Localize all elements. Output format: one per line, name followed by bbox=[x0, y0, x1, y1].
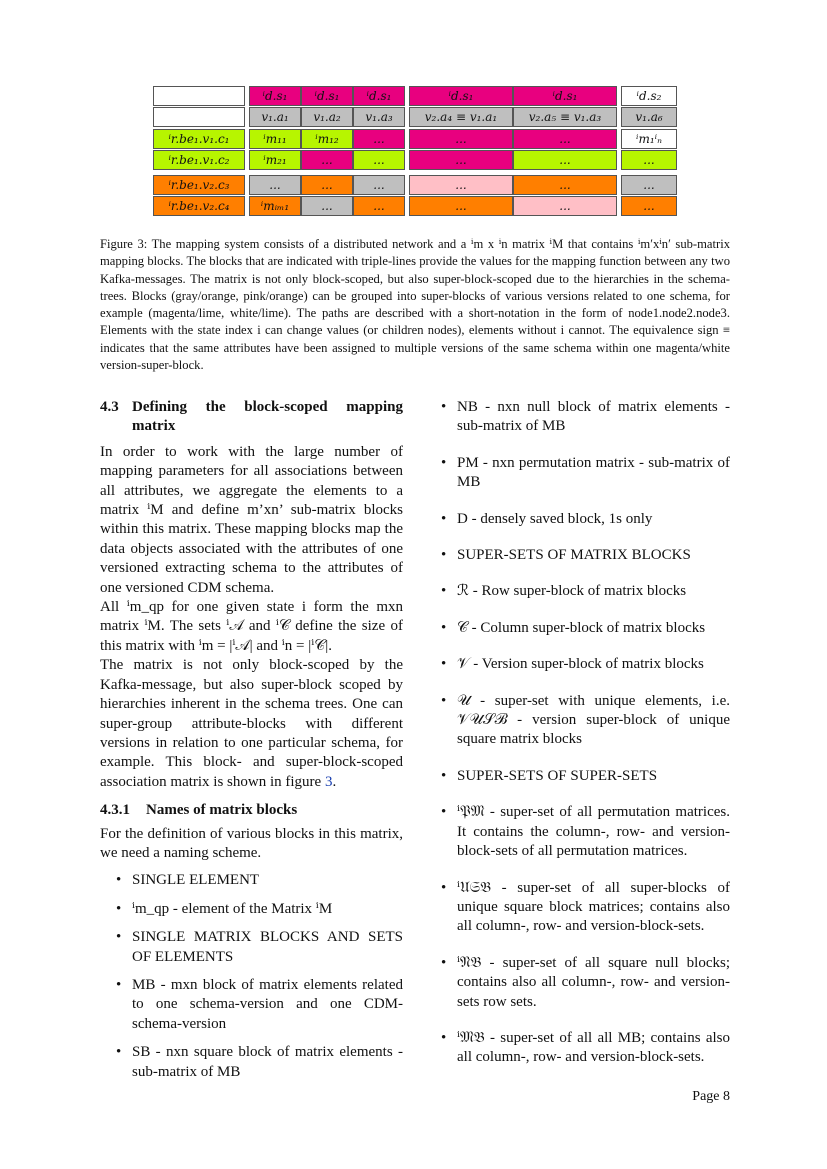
matrix-cell: ... bbox=[513, 150, 617, 170]
matrix-cell: ⁱm₂₁ bbox=[249, 150, 301, 170]
paragraph: In order to work with the large number of mapping parameters for all associations between all attributes, we aggregate the elements to a matrix ⁱM and define m’xn’ sub-matrix blocks within this matrix. These mapping blocks map the data objects associated with the attributes of one versioned extracting schema to the attributes of one versioned CDM schema. bbox=[100, 443, 403, 596]
matrix-corner-cell bbox=[153, 107, 245, 127]
page-number: Page 8 bbox=[692, 1089, 730, 1104]
matrix-row-label: ⁱr.be₁.v₁.c₁ bbox=[153, 129, 245, 149]
list-item: • SINGLE ELEMENT bbox=[116, 871, 403, 890]
matrix-corner-cell bbox=[153, 86, 245, 106]
matrix-cell: ... bbox=[353, 150, 405, 170]
matrix-attribute-cell: v₁.a₁ bbox=[249, 107, 301, 127]
matrix-row-label: ⁱr.be₁.v₁.c₂ bbox=[153, 150, 245, 170]
list-item: • SUPER-SETS OF SUPER-SETS bbox=[441, 767, 730, 786]
list-item: • ⁱ𝔑𝔅 - super-set of all square null blocks; contains also all column-, row- and version-sets row sets. bbox=[441, 954, 730, 1012]
matrix-header-cell: ⁱd.s₁ bbox=[249, 86, 301, 106]
matrix-attribute-cell: v₁.a₂ bbox=[301, 107, 353, 127]
matrix-header-cell: ⁱd.s₁ bbox=[409, 86, 513, 106]
matrix-attribute-cell: v₁.a₃ bbox=[353, 107, 405, 127]
right-column bbox=[441, 398, 730, 1068]
matrix-cell: ... bbox=[409, 129, 513, 149]
matrix-cell: ... bbox=[621, 175, 677, 195]
list-item: • SINGLE MATRIX BLOCKS AND SETS OF ELEMENTS bbox=[116, 928, 403, 967]
left-column bbox=[100, 398, 403, 1082]
subsection-heading bbox=[100, 801, 403, 820]
matrix-cell: ... bbox=[409, 175, 513, 195]
matrix-cell: ... bbox=[353, 129, 405, 149]
subsection-number: 4.3.1 bbox=[100, 802, 130, 819]
matrix-cell: ... bbox=[621, 150, 677, 170]
matrix-cell: ⁱm₁₂ bbox=[301, 129, 353, 149]
matrix-header-cell: ⁱd.s₁ bbox=[353, 86, 405, 106]
list-item: • MB - mxn block of matrix elements related to one schema-version and one CDM-schema-version bbox=[116, 976, 403, 1034]
matrix-row-label: ⁱr.be₁.v₂.c₃ bbox=[153, 175, 245, 195]
matrix-cell: ... bbox=[249, 175, 301, 195]
matrix-cell: ⁱmᵢₘ₁ bbox=[249, 196, 301, 216]
naming-list-left bbox=[116, 871, 403, 1082]
subsection-title: Names of matrix blocks bbox=[146, 802, 298, 819]
list-item: • 𝒞 - Column super-block of matrix blocks bbox=[441, 619, 730, 638]
matrix-cell: ... bbox=[409, 150, 513, 170]
matrix-row-label: ⁱr.be₁.v₂.c₄ bbox=[153, 196, 245, 216]
matrix-cell: ... bbox=[353, 175, 405, 195]
list-item: • PM - nxn permutation matrix - sub-matrix of MB bbox=[441, 454, 730, 493]
paragraph-text: The matrix is not only block-scoped by the Kafka-message, but also super-block scoped by hierarchies inherent in the schema trees. One can super-group attribute-blocks with different versions in relation to one particular schema, for example. This block- and super-block-scoped association matrix is shown in figure bbox=[100, 657, 403, 790]
matrix-attribute-cell: v₂.a₅ ≡ v₁.a₃ bbox=[513, 107, 617, 127]
section-heading bbox=[100, 398, 403, 437]
matrix-cell: ... bbox=[301, 150, 353, 170]
matrix-attribute-cell: v₂.a₄ ≡ v₁.a₁ bbox=[409, 107, 513, 127]
matrix-cell: ... bbox=[513, 196, 617, 216]
list-item: • ⁱ𝔘𝔖𝔅 - super-set of all super-blocks of unique square block matrices; contains also all column-, row- and version-block-sets. bbox=[441, 879, 730, 937]
list-item: • SB - nxn square block of matrix elements - sub-matrix of MB bbox=[116, 1043, 403, 1082]
list-item: • NB - nxn null block of matrix elements - sub-matrix of MB bbox=[441, 398, 730, 437]
matrix-cell: ... bbox=[301, 196, 353, 216]
figure-caption: Figure 3: The mapping system consists of a distributed network and a ⁱm x ⁱn matrix ⁱM that contains ⁱm′xⁱn′ sub-matrix mapping blocks. The blocks that are indicated with triple-lines provide the values for the mapping function between any two Kafka-messages. The matrix is not only block-scoped, but also super-block-scoped due to the hierarchies in the schema-trees. Blocks (gray/orange, pink/orange) can be grouped into super-blocks of various versions related to one schema, for example (magenta/lime, white/lime). The paths are described with a short-notation in the form of node1.node2.node3. Elements with the state index i can change values (or children nodes), elements without i cannot. The equivalence sign ≡ indicates that the same attributes have been assigned to multiple versions of the same schema within one magenta/white version-super-block. bbox=[100, 237, 730, 373]
list-item: • 𝒰 - super-set with unique elements, i.e. 𝒱𝒰𝒮ℬ - version super-block of unique square matrix blocks bbox=[441, 692, 730, 750]
matrix-header-cell: ⁱd.s₁ bbox=[513, 86, 617, 106]
list-item: • ℛ - Row super-block of matrix blocks bbox=[441, 582, 730, 601]
naming-list-right bbox=[441, 398, 730, 1068]
paragraph: For the definition of various blocks in this matrix, we need a naming scheme. bbox=[100, 825, 403, 861]
list-item: • ⁱ𝔓𝔐 - super-set of all permutation matrices. It contains the column-, row- and version-block-sets of all permutation matrices. bbox=[441, 803, 730, 861]
section-number: 4.3 bbox=[100, 399, 119, 415]
matrix-cell: ... bbox=[409, 196, 513, 216]
list-item: • SUPER-SETS OF MATRIX BLOCKS bbox=[441, 546, 730, 565]
matrix-cell: ... bbox=[353, 196, 405, 216]
paragraph bbox=[100, 656, 403, 792]
matrix-cell: ⁱm₁ⁱₙ bbox=[621, 129, 677, 149]
figure-reference-link[interactable]: 3 bbox=[324, 773, 333, 790]
section-title: Defining the block-scoped mapping matrix bbox=[132, 399, 403, 435]
matrix-attribute-cell: v₁.a₆ bbox=[621, 107, 677, 127]
matrix-cell: ... bbox=[513, 175, 617, 195]
list-item: • 𝒱 - Version super-block of matrix blocks bbox=[441, 655, 730, 674]
matrix-cell: ⁱm₁₁ bbox=[249, 129, 301, 149]
matrix-header-cell: ⁱd.s₁ bbox=[301, 86, 353, 106]
list-item: • ⁱ𝔐𝔅 - super-set of all all MB; contains also all column-, row- and version-block-sets. bbox=[441, 1029, 730, 1068]
matrix-header-cell: ⁱd.s₂ bbox=[621, 86, 677, 106]
list-item: • D - densely saved block, 1s only bbox=[441, 510, 730, 529]
matrix-cell: ... bbox=[621, 196, 677, 216]
matrix-cell: ... bbox=[301, 175, 353, 195]
paragraph: All ⁱm_qp for one given state i form the mxn matrix ⁱM. The sets ⁱ𝒜 and ⁱ𝒞 define the size of this matrix with ⁱm = |ⁱ𝒜| and ⁱn = |ⁱ𝒞|. bbox=[100, 599, 403, 654]
matrix-cell: ... bbox=[513, 129, 617, 149]
paragraph-text: . bbox=[332, 773, 337, 790]
list-item: • ⁱm_qp - element of the Matrix ⁱM bbox=[116, 900, 403, 919]
